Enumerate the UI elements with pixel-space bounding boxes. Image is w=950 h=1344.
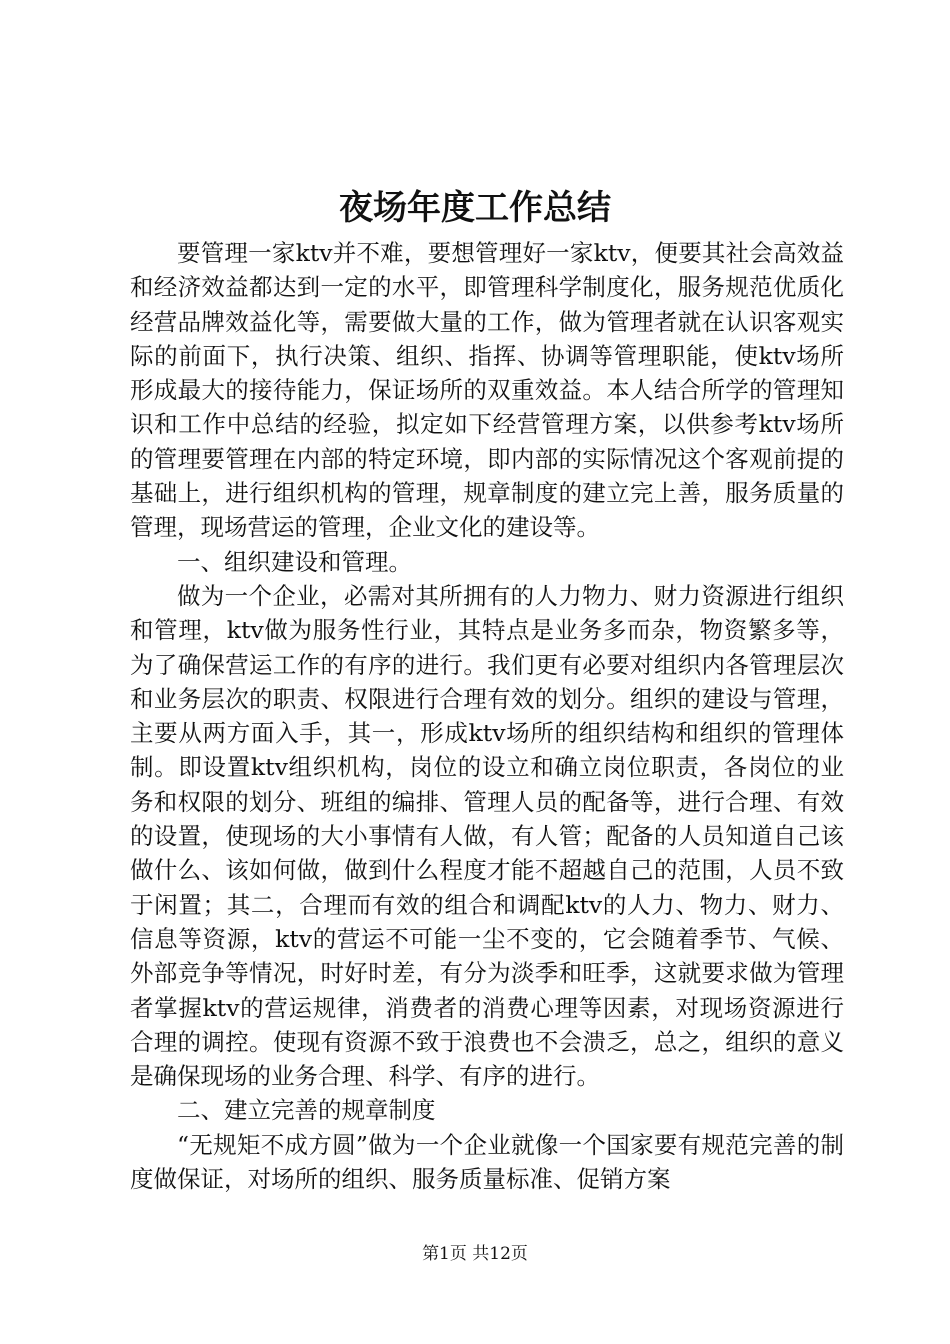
section-heading-1: 一、组织建设和管理。 <box>177 547 412 576</box>
paragraph-organization: 做为一个企业，必需对其所拥有的人力物力、财力资源进行组织和管理，ktv做为服务性行业，其特点是业务多而杂，物资繁多等，为了确保营运工作的有序的进行。我们更有必要对组织内各管理层次和业务层次的职责、权限进行合理有效的划分。组织的建设与管理，主要从两方面入手，其一，形成ktv场所的组织结构和组织的管理体制。即设置ktv组织机构，岗位的设立和确立岗位职责，各岗位的业务和权限的划分、班组的编排、管理人员的配备等，进行合理、有效的设置，使现场的大小事情有人做，有人管；配备的人员知道自己该做什么、该如何做，做到什么程度才能不超越自己的范围，人员不致于闲置；其二，合理而有效的组合和调配ktv的人力、物力、财力、信息等资源，ktv的营运不可能一尘不变的，它会随着季节、气候、外部竞争等情况，时好时差，有分为淡季和旺季，这就要求做为管理者掌握ktv的营运规律，消费者的消费心理等因素，对现场资源进行合理的调控。使现有资源不致于浪费也不会溃乏，总之，组织的意义是确保现场的业务合理、科学、有序的进行。 <box>130 581 844 1091</box>
paragraph-rules: “无规矩不成方圆”做为一个企业就像一个国家要有规范完善的制度做保证，对场所的组织、服务质量标准、促销方案 <box>130 1130 844 1194</box>
document-body <box>130 236 844 1196</box>
document-title: 夜场年度工作总结 <box>339 188 611 228</box>
page-footer: 第1页 共12页 <box>422 1244 528 1264</box>
section-heading-2: 二、建立完善的规章制度 <box>177 1096 436 1125</box>
paragraph-intro: 要管理一家ktv并不难，要想管理好一家ktv，便要其社会高效益和经济效益都达到一定的水平，即管理科学制度化，服务规范优质化经营品牌效益化等，需要做大量的工作，做为管理者就在认识客观实际的前面下，执行决策、组织、指挥、协调等管理职能，使ktv场所形成最大的接待能力，保证场所的双重效益。本人结合所学的管理知识和工作中总结的经验，拟定如下经营管理方案，以供参考ktv场所的管理要管理在内部的特定环境，即内部的实际情况这个客观前提的基础上，进行组织机构的管理，规章制度的建立完上善，服务质量的管理，现场营运的管理，企业文化的建设等。 <box>130 239 844 542</box>
